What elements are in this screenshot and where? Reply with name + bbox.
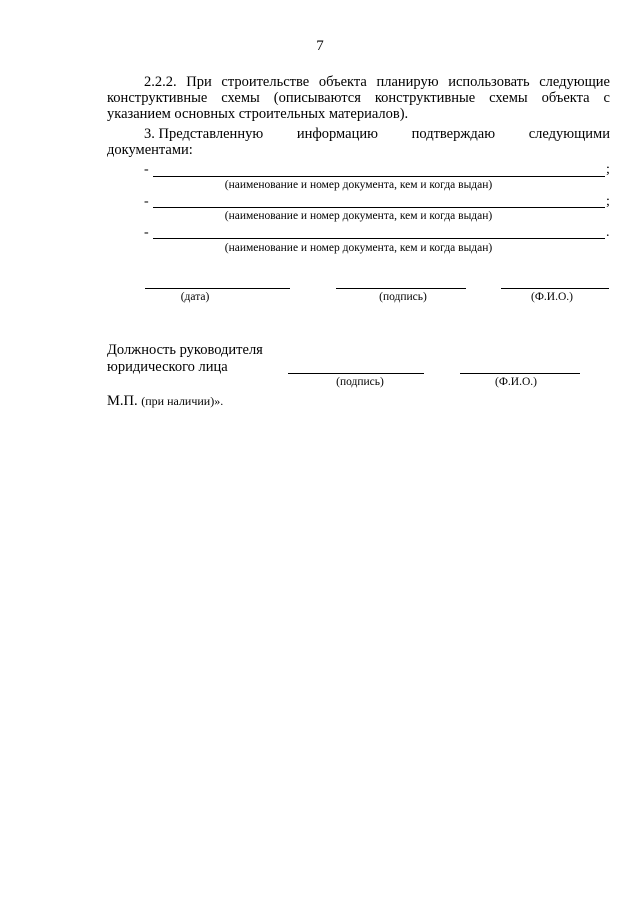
document-3-field[interactable] bbox=[153, 238, 605, 239]
paragraph-documents bbox=[107, 126, 610, 158]
head-name-label: (Ф.И.О.) bbox=[495, 376, 537, 388]
paragraph-documents-line2: документами: bbox=[107, 142, 193, 158]
paragraph-construction-schemes: 2.2.2. При строительстве объекта планирую использовать следующие конструктивные схемы (описываются конструктивные схемы объекта с указанием основных строительных материалов). bbox=[107, 74, 610, 122]
signature-label: (подпись) bbox=[379, 291, 427, 303]
signature-field[interactable] bbox=[336, 288, 466, 289]
document-1-dash: - bbox=[144, 162, 149, 177]
document-2-hint: (наименование и номер документа, кем и когда выдан) bbox=[224, 210, 493, 222]
document-2-field[interactable] bbox=[153, 207, 605, 208]
date-label: (дата) bbox=[180, 291, 210, 303]
head-position-line2: юридического лица bbox=[107, 359, 228, 375]
stamp-text: М.П. bbox=[107, 393, 138, 409]
document-3-dash: - bbox=[144, 225, 149, 240]
head-signature-field[interactable] bbox=[288, 373, 424, 374]
name-label: (Ф.И.О.) bbox=[531, 291, 573, 303]
page-number: 7 bbox=[316, 38, 324, 54]
head-name-field[interactable] bbox=[460, 373, 580, 374]
document-3-end: . bbox=[606, 225, 610, 240]
word: подтверждаю bbox=[411, 126, 496, 142]
word: следующими bbox=[528, 126, 610, 142]
head-signature-label: (подпись) bbox=[336, 376, 384, 388]
document-3-hint: (наименование и номер документа, кем и когда выдан) bbox=[224, 242, 493, 254]
document-2-end: ; bbox=[606, 194, 610, 209]
document-2-dash: - bbox=[144, 194, 149, 209]
stamp-line bbox=[107, 393, 223, 409]
paragraph-documents-line1 bbox=[107, 126, 610, 142]
name-field[interactable] bbox=[501, 288, 609, 289]
word: информацию bbox=[296, 126, 378, 142]
stamp-note: (при наличии)». bbox=[141, 394, 224, 408]
document-1-end: ; bbox=[606, 162, 610, 177]
word: 3. Представленную bbox=[144, 126, 264, 142]
document-1-hint: (наименование и номер документа, кем и когда выдан) bbox=[224, 179, 493, 191]
head-position-line1: Должность руководителя bbox=[107, 342, 263, 358]
document-1-field[interactable] bbox=[153, 176, 605, 177]
date-field[interactable] bbox=[145, 288, 290, 289]
